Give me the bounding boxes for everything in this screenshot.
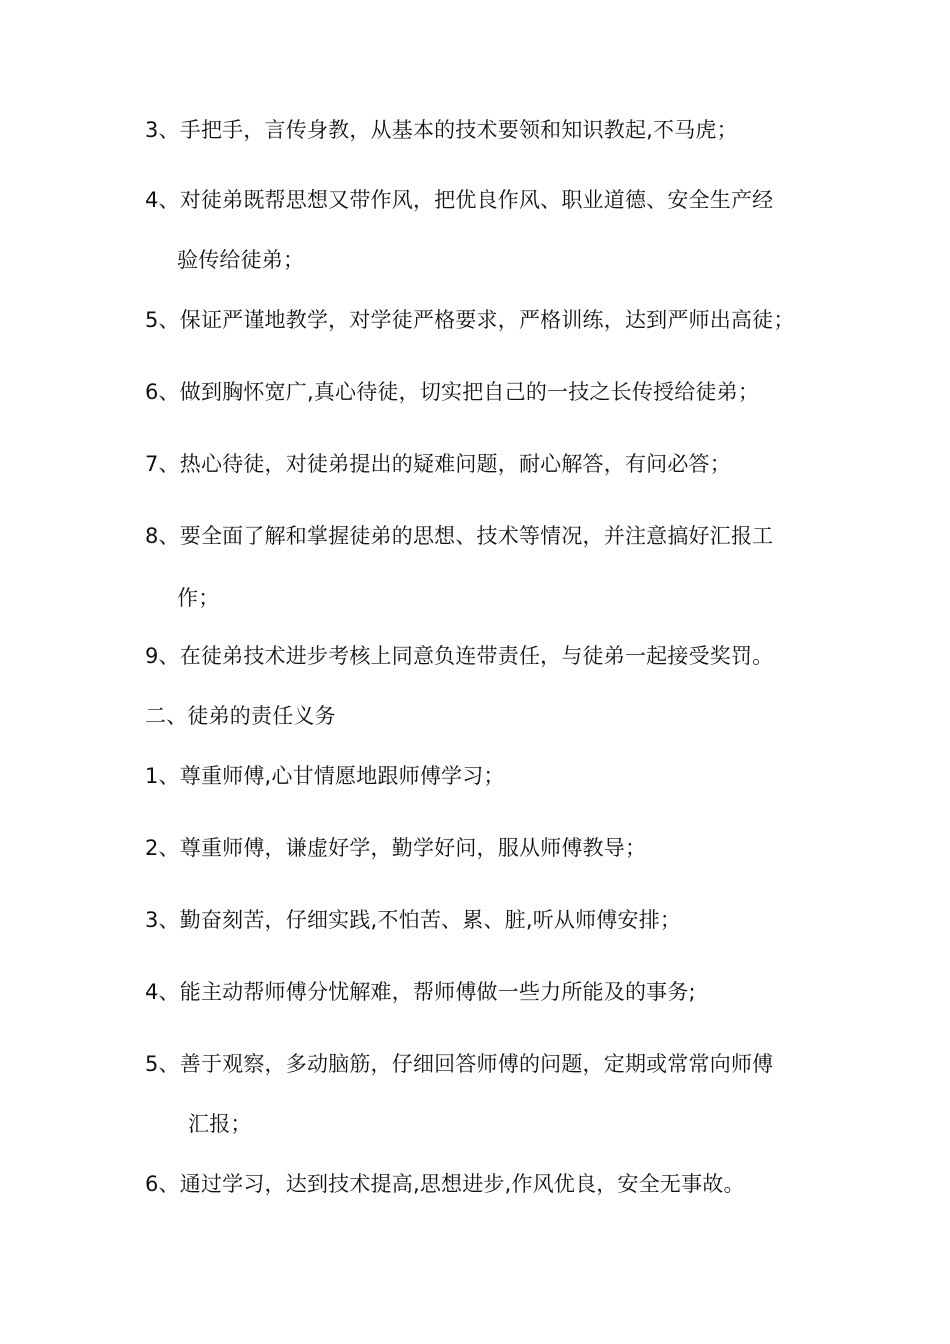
apprentice-item-3: 3、勤奋刻苦，仔细实践,不怕苦、累、脏,听从师傅安排；: [145, 908, 682, 932]
apprentice-item-4: 4、能主动帮师傅分忧解难，帮师傅做一些力所能及的事务;: [145, 980, 696, 1004]
mentor-item-8-continuation: 作；: [177, 586, 220, 610]
mentor-item-7: 7、热心待徒，对徒弟提出的疑难问题，耐心解答，有问必答；: [145, 452, 731, 476]
mentor-item-8: 8、要全面了解和掌握徒弟的思想、技术等情况，并注意搞好汇报工: [145, 524, 774, 548]
mentor-item-4-continuation: 验传给徒弟；: [177, 248, 305, 272]
mentor-item-6: 6、做到胸怀宽广,真心待徒，切实把自己的一技之长传授给徒弟；: [145, 380, 760, 404]
mentor-item-4: 4、对徒弟既帮思想又带作风，把优良作风、职业道德、安全生产经: [145, 188, 774, 212]
apprentice-item-2: 2、尊重师傅，谦虚好学，勤学好问，服从师傅教导；: [145, 836, 647, 860]
apprentice-item-6: 6、通过学习，达到技术提高,思想进步,作风优良，安全无事故。: [145, 1172, 745, 1196]
mentor-item-9: 9、在徒弟技术进步考核上同意负连带责任，与徒弟一起接受奖罚。: [145, 644, 774, 668]
mentor-item-5: 5、保证严谨地教学，对学徒严格要求，严格训练，达到严师出高徒；: [145, 308, 795, 332]
apprentice-item-5-continuation: 汇报；: [188, 1112, 252, 1136]
apprentice-item-5: 5、善于观察，多动脑筋，仔细回答师傅的问题，定期或常常向师傅: [145, 1052, 774, 1076]
mentor-item-3: 3、手把手，言传身教，从基本的技术要领和知识教起,不马虎；: [145, 118, 738, 142]
section-heading: 二、徒弟的责任义务: [145, 704, 336, 728]
apprentice-item-1: 1、尊重师傅,心甘情愿地跟师傅学习；: [145, 764, 505, 788]
